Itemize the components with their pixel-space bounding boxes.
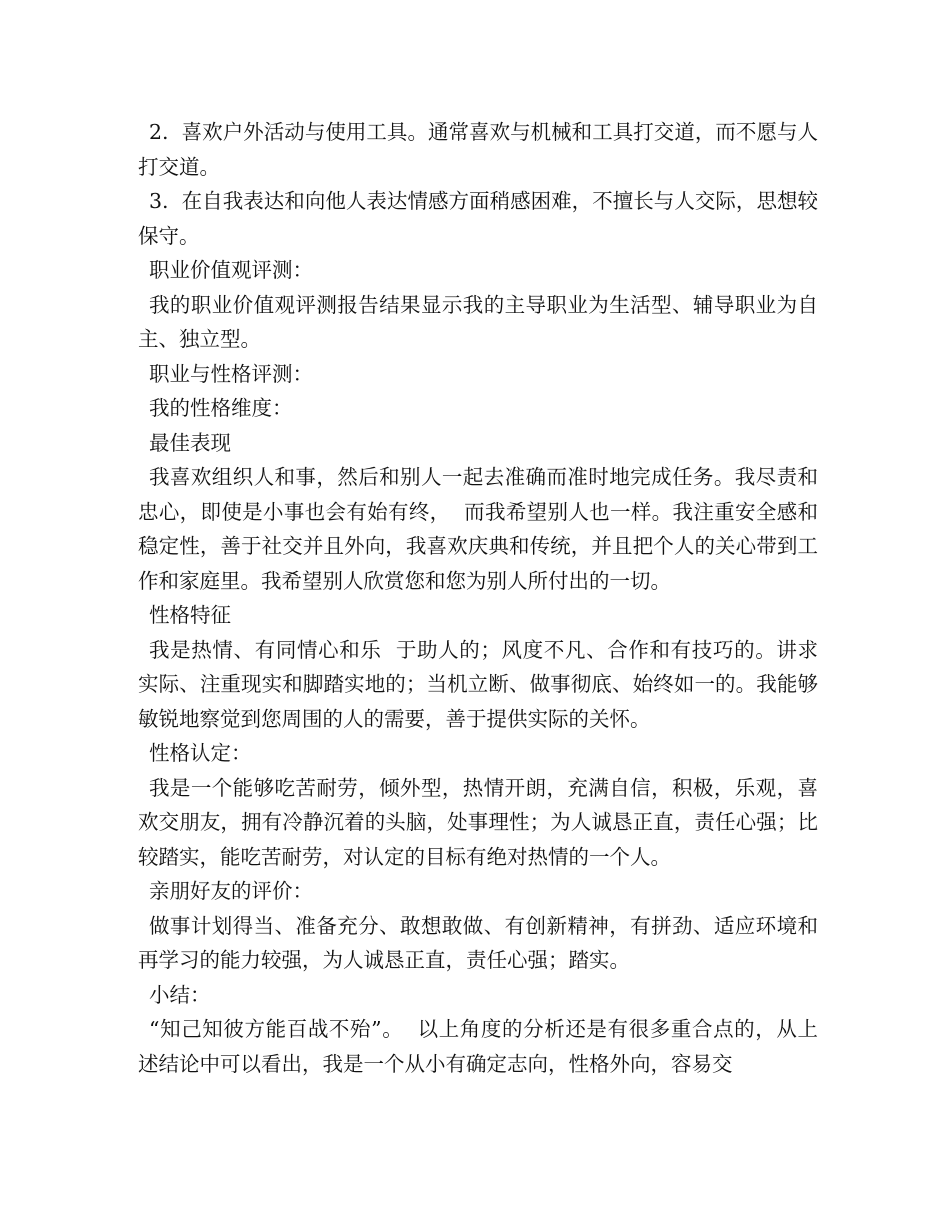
paragraph-career-values: 我的职业价值观评测报告结果显示我的主导职业为生活型、辅导职业为自主、独立型。 <box>138 292 818 351</box>
paragraph-friends-evaluation: 做事计划得当、准备充分、敢想敢做、有创新精神，有拼劲、适应环境和再学习的能力较强，为人诚恳正直，责任心强；踏实。 <box>138 913 818 972</box>
subheading-friends-evaluation: 亲朋好友的评价： <box>149 879 313 903</box>
subheading-best-performance: 最佳表现 <box>149 430 231 455</box>
subheading-summary: 小结： <box>149 982 211 1007</box>
section-heading-career-personality: 职业与性格评测： <box>149 361 313 386</box>
section-heading-career-values: 职业价值观评测： <box>149 258 313 282</box>
paragraph-personality-identity: 我是一个能够吃苦耐劳，倾外型，热情开朗，充满自信，积极，乐观，喜欢交朋友，拥有冷静沉着的头脑，处事理性；为人诚恳正直，责任心强；比较踏实，能吃苦耐劳，对认定的目标有绝对热情的一个人。 <box>138 775 818 869</box>
paragraph-personality-traits: 我是热情、有同情心和乐 于助人的；风度不凡、合作和有技巧的。讲求实际、注重现实和脚踏实地的；当机立断、做事彻底、始终如一的。我能够敏锐地察觉到您周围的人的需要，善于提供实际的关怀。 <box>138 637 818 731</box>
subheading-personality-traits: 性格特征 <box>149 603 231 627</box>
paragraph-best-performance: 我喜欢组织人和事，然后和别人一起去准确而准时地完成任务。我尽责和忠心，即使是小事也会有始有终， 而我希望别人也一样。我注重安全感和稳定性，善于社交并且外向，我喜欢庆典和传统，并且把个人的关心带到工作和家庭里。我希望别人欣赏您和您为别人所付出的一切。 <box>138 465 818 593</box>
list-item-2: 2. 喜欢户外活动与使用工具。通常喜欢与机械和工具打交道，而不愿与人打交道。 <box>138 120 818 179</box>
subheading-personality-dimension: 我的性格维度： <box>149 396 293 420</box>
document-body <box>138 115 818 1081</box>
paragraph-summary: “知己知彼方能百战不殆”。 以上角度的分析还是有很多重合点的，从上述结论中可以看出，我是一个从小有确定志向，性格外向，容易交 <box>138 1017 818 1076</box>
subheading-personality-identity: 性格认定： <box>149 741 252 765</box>
list-item-3: 3. 在自我表达和向他人表达情感方面稍感困难，不擅长与人交际，思想较保守。 <box>138 189 818 248</box>
